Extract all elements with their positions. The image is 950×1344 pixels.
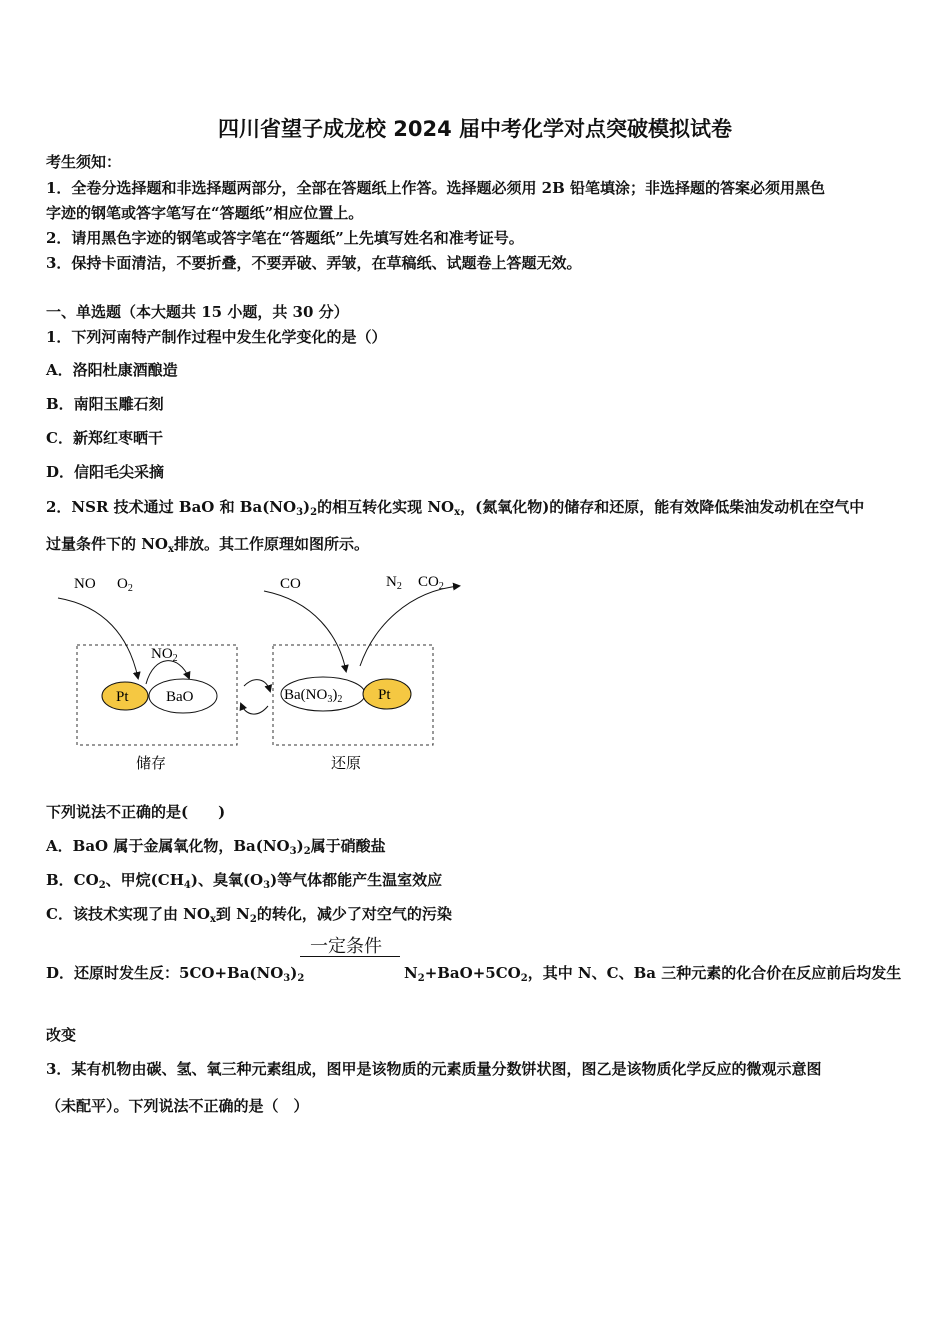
q3-stem: 3．某有机物由碳、氢、氧三种元素组成，图甲是该物质的元素质量分数饼状图，图乙是该物质化学反应的微观示意图 xyxy=(46,1060,822,1078)
reaction-arrow-line xyxy=(300,956,400,957)
q1-option-d: D．信阳毛尖采摘 xyxy=(46,463,165,481)
q2-stem: 2．NSR 技术通过 BaO 和 $Ba(NO_3)_2$的相互转化实现 $NO_x$，(氮氧化物)的储存和还原，能有效降低柴油发动机在空气中 xyxy=(46,498,865,518)
arrow-no-in xyxy=(58,598,138,678)
section-heading: 一、单选题（本大题共 15 小题，共 30 分） xyxy=(46,303,349,321)
label-n2-sub: 2 xyxy=(396,581,402,592)
notice-heading: 考生须知： xyxy=(46,153,122,171)
q1-option-c: C．新郑红枣晒干 xyxy=(46,429,163,447)
arrow-out xyxy=(360,586,459,666)
arrow-reversible-bottom xyxy=(241,704,268,714)
q1-stem: 1．下列河南特产制作过程中发生化学变化的是（） xyxy=(46,328,387,346)
q2-option-d-line2: 改变 xyxy=(46,1026,77,1044)
svg-text:Ba(NO3)2 xyxy=(284,687,342,705)
label-no2: NO xyxy=(151,646,173,662)
svg-text:NO2 xyxy=(151,646,178,664)
pt-label-right: Pt xyxy=(378,687,391,703)
page-title: 四川省望子成龙校 2024 届中考化学对点突破模拟试卷 xyxy=(217,117,733,141)
caption-reduce: 还原 xyxy=(331,754,362,772)
svg-text:O2 xyxy=(117,576,133,594)
caption-store: 储存 xyxy=(136,754,167,772)
ba-no3-label: Ba(NO xyxy=(284,687,328,703)
nsr-diagram xyxy=(44,566,484,776)
label-no: NO xyxy=(74,576,96,592)
arrow-co-in xyxy=(264,591,346,671)
label-co: CO xyxy=(280,576,301,592)
notice-item: 2．请用黑色字迹的钢笔或答字笔在“答题纸”上先填写姓名和准考证号。 xyxy=(46,229,524,247)
q2-option-a: A．BaO 属于金属氧化物，$Ba(NO_3)_2$属于硝酸盐 xyxy=(46,837,386,857)
label-co2: CO xyxy=(418,574,439,590)
label-no2-sub: 2 xyxy=(172,653,178,664)
reaction-condition: 一定条件 xyxy=(310,936,382,957)
notice-item: 3．保持卡面清洁，不要折叠，不要弄破、弄皱，在草稿纸、试题卷上答题无效。 xyxy=(46,254,582,272)
label-o2-sub: 2 xyxy=(127,583,133,594)
ba-sub2: 2 xyxy=(337,694,343,705)
ba-close: ) xyxy=(332,687,338,703)
q2-question: 下列说法不正确的是( ) xyxy=(46,803,226,821)
bao-label: BaO xyxy=(166,689,194,705)
q1-option-a: A．洛阳杜康酒酿造 xyxy=(46,361,178,379)
pt-label-left: Pt xyxy=(116,689,129,705)
svg-text:N2 xyxy=(386,574,402,592)
q2-option-d-right: $N_2+BaO+5CO_2$，其中 N、C、Ba 三种元素的化合价在反应前后均发生 xyxy=(404,964,902,984)
q1-option-b: B．南阳玉雕石刻 xyxy=(46,395,164,413)
notice-item: 字迹的钢笔或答字笔写在“答题纸”相应位置上。 xyxy=(46,204,364,222)
ba-sub1: 3 xyxy=(327,694,333,705)
q3-stem-line2: （未配平）。下列说法不正确的是（ ） xyxy=(46,1097,309,1115)
q2-stem-line2: 过量条件下的 $NO_x$排放。其工作原理如图所示。 xyxy=(46,535,369,555)
q2-option-d-left: D．还原时发生反：$5CO+Ba(NO_3)_2$ xyxy=(46,964,305,984)
label-co2-sub: 2 xyxy=(438,581,444,592)
label-o2: O xyxy=(117,576,128,592)
label-n2: N xyxy=(386,574,397,590)
notice-item: 1．全卷分选择题和非选择题两部分，全部在答题纸上作答。选择题必须用 2B 铅笔填涂；非选择题的答案必须用黑色 xyxy=(46,179,826,197)
arrow-reversible-top xyxy=(244,680,270,691)
q2-option-c: C．该技术实现了由 $NO_x$到 $N_2$的转化，减少了对空气的污染 xyxy=(46,905,452,925)
q2-option-b: B．$CO_2$、甲烷$(CH_4)$、臭氧$(O_3)$等气体都能产生温室效应 xyxy=(46,871,443,891)
